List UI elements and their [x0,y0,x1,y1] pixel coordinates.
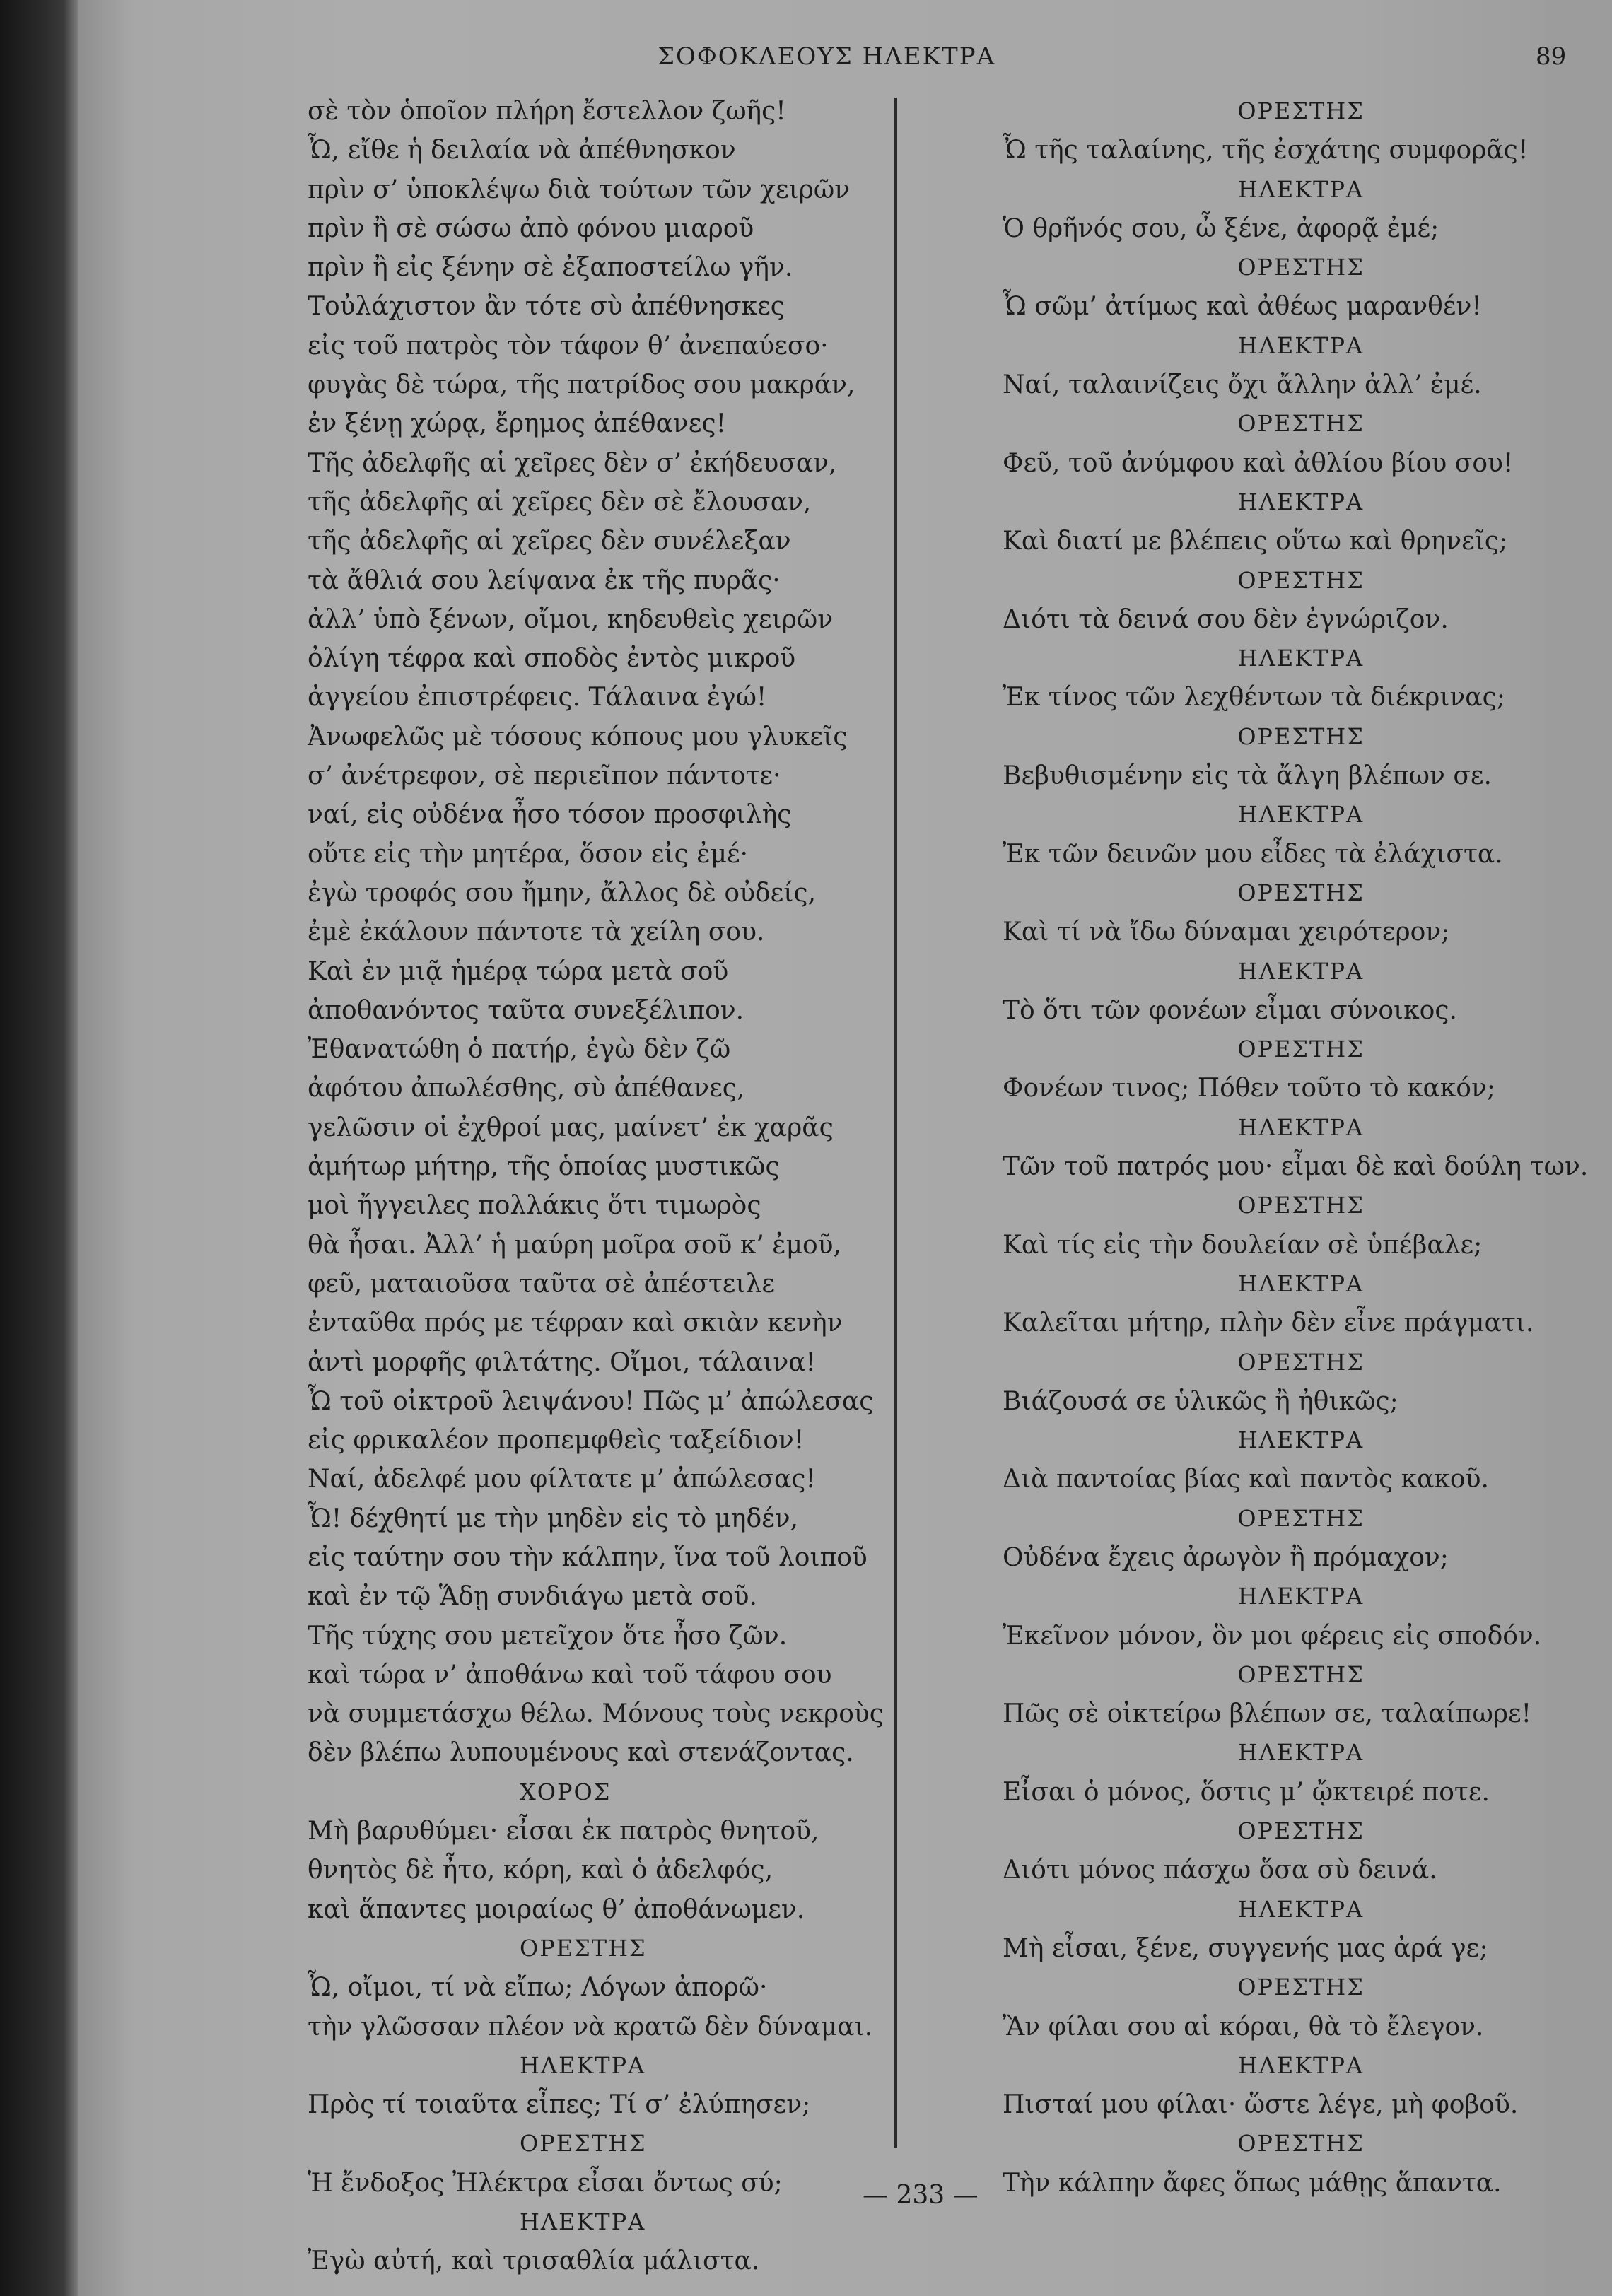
speaker-name: ΟΡΕΣΤΗΣ [520,2130,647,2157]
speaker-name: ΗΛΕΚΤΡΑ [1237,332,1365,359]
verse-line: τῆς ἀδελφῆς αἱ χεῖρες δὲν σὲ ἔλουσαν, [308,487,812,517]
verse-line: ἐν ξένῃ χώρᾳ, ἔρημος ἀπέθανες! [308,409,727,439]
verse-line: ναί, εἰς οὐδένα ἦσο τόσον προσφιλὴς [308,800,792,830]
verse-line: πρὶν σ’ ὑποκλέψω διὰ τούτων τῶν χειρῶν [308,175,851,204]
speaker-name: ΟΡΕΣΤΗΣ [520,1934,647,1962]
verse-line: Πρὸς τί τοιαῦτα εἶπες; Τί σ’ ἐλύπησεν; [308,2090,811,2120]
verse-line: Ὦ σῶμ’ ἀτίμως καὶ ἀθέως μαρανθέν! [1003,292,1482,322]
speaker-name: ΟΡΕΣΤΗΣ [1237,1817,1365,1845]
verse-line: θὰ ἦσαι. Ἀλλ’ ἡ μαύρη μοῖρα σοῦ κ’ ἐμοῦ, [308,1230,841,1260]
verse-line: καὶ ἅπαντες μοιραίως θ’ ἀποθάνωμεν. [308,1894,805,1924]
speaker-name: ΗΛΕΚΤΡΑ [1237,2051,1365,2079]
verse-line: Βιάζουσά σε ὑλικῶς ἢ ἠθικῶς; [1003,1386,1398,1416]
verse-line: οὔτε εἰς τὴν μητέρα, ὅσον εἰς ἐμέ· [308,839,749,869]
verse-line: Καὶ διατί με βλέπεις οὕτω καὶ θρηνεῖς; [1003,527,1508,556]
verse-line: πρὶν ἢ σὲ σώσω ἀπὸ φόνου μιαροῦ [308,213,754,243]
verse-line: καὶ τώρα ν’ ἀποθάνω καὶ τοῦ τάφου σου [308,1660,832,1689]
speaker-name: ΟΡΕΣΤΗΣ [1237,1660,1365,1688]
verse-line: ἀντὶ μορφῆς φιλτάτης. Οἴμοι, τάλαινα! [308,1347,817,1377]
verse-line: καὶ ἐν τῷ Ἅδῃ συνδιάγω μετὰ σοῦ. [308,1582,757,1612]
verse-line: Πῶς σὲ οἰκτείρω βλέπων σε, ταλαίπωρε! [1003,1699,1532,1729]
verse-line: Ναί, ἀδελφέ μου φίλτατε μ’ ἀπώλεσας! [308,1465,816,1494]
speaker-name: ΟΡΕΣΤΗΣ [1237,254,1365,281]
speaker-name: ΟΡΕΣΤΗΣ [1237,879,1365,906]
verse-line: Ἀνωφελῶς μὲ τόσους κόπους μου γλυκεῖς [308,722,848,751]
speaker-name: ΗΛΕΚΤΡΑ [1237,957,1365,985]
speaker-name: ΗΛΕΚΤΡΑ [1237,1113,1365,1141]
verse-line: Ἡ ἔνδοξος Ἠλέκτρα εἶσαι ὄντως σύ; [308,2168,783,2198]
verse-line: τὴν γλῶσσαν πλέον νὰ κρατῶ δὲν δύναμαι. [308,2012,873,2042]
verse-line: Εἶσαι ὁ μόνος, ὅστις μ’ ᾤκτειρέ ποτε. [1003,1777,1490,1807]
verse-line: μοὶ ἤγγειλες πολλάκις ὅτι τιμωρὸς [308,1191,761,1221]
verse-line: Οὐδένα ἔχεις ἀρωγὸν ἢ πρόμαχον; [1003,1542,1449,1572]
verse-line: Διότι μόνος πάσχω ὅσα σὺ δεινά. [1003,1856,1437,1885]
verse-line: δὲν βλέπω λυπουμένους καὶ στενάζοντας. [308,1738,854,1768]
verse-line: Ὦ τοῦ οἰκτροῦ λειψάνου! Πῶς μ’ ἀπώλεσας [308,1386,874,1416]
verse-line: Μὴ βαρυθύμει· εἶσαι ἐκ πατρὸς θνητοῦ, [308,1817,819,1846]
verse-line: Μὴ εἶσαι, ξένε, συγγενής μας ἀρά γε; [1003,1933,1488,1963]
left-text-column [308,92,887,2281]
verse-line: Ναί, ταλαινίζεις ὄχι ἄλλην ἀλλ’ ἐμέ. [1003,370,1482,400]
verse-line: Ἐκεῖνον μόνον, ὃν μοι φέρεις εἰς σποδόν. [1003,1621,1542,1651]
verse-line: Ἐκ τίνος τῶν λεχθέντων τὰ διέκρινας; [1003,683,1505,713]
right-text-column [990,92,1612,2203]
verse-line: Ἐθανατώθη ὁ πατήρ, ἐγὼ δὲν ζῶ [308,1035,731,1065]
verse-line: Καὶ ἐν μιᾷ ἡμέρᾳ τώρα μετὰ σοῦ [308,956,729,986]
speaker-name: ΟΡΕΣΤΗΣ [1237,722,1365,750]
verse-line: εἰς ταύτην σου τὴν κάλπην, ἵνα τοῦ λοιποῦ [308,1542,868,1572]
speaker-name: ΗΛΕΚΤΡΑ [1237,1895,1365,1923]
verse-line: σὲ τὸν ὁποῖον πλήρη ἔστελλον ζωῆς! [308,97,786,126]
verse-line: Τῆς τύχης σου μετεῖχον ὅτε ἦσο ζῶν. [308,1621,788,1651]
verse-line: φυγὰς δὲ τώρα, τῆς πατρίδος σου μακράν, [308,370,855,400]
speaker-name: ΗΛΕΚΤΡΑ [1237,801,1365,828]
verse-line: Ὦ τῆς ταλαίνης, τῆς ἐσχάτης συμφορᾶς! [1003,136,1529,165]
verse-line: ἀφότου ἀπωλέσθης, σὺ ἀπέθανες, [308,1074,745,1103]
speaker-name: ΟΡΕΣΤΗΣ [1237,1192,1365,1219]
verse-line: ἀποθανόντος ταῦτα συνεξέλιπον. [308,995,744,1025]
verse-line: ὀλίγη τέφρα καὶ σποδὸς ἐντὸς μικροῦ [308,644,796,674]
column-divider [894,98,897,2148]
verse-line: Ὦ! δέχθητί με τὴν μηδὲν εἰς τὸ μηδέν, [308,1504,799,1533]
speaker-name: ΗΛΕΚΤΡΑ [1237,645,1365,672]
book-page [78,0,1589,2296]
sheet-number: — 233 — [863,2181,979,2210]
speaker-name: ΟΡΕΣΤΗΣ [1237,1348,1365,1376]
page-number: 89 [1536,42,1567,71]
verse-line: Ἂν φίλαι σου αἱ κόραι, θὰ τὸ ἔλεγον. [1003,2012,1484,2042]
verse-line: Ὦ, εἴθε ἡ δειλαία νὰ ἀπέθνησκον [308,136,736,165]
verse-line: Τῆς ἀδελφῆς αἱ χεῖρες δὲν σ’ ἐκήδευσαν, [308,448,837,478]
verse-line: Ὦ, οἴμοι, τί νὰ εἴπω; Λόγων ἀπορῶ· [308,1973,768,2003]
speaker-name: ΟΡΕΣΤΗΣ [1237,1974,1365,2001]
verse-line: ἀγγείου ἐπιστρέφεις. Τάλαινα ἐγώ! [308,683,767,713]
verse-line: Τῶν τοῦ πατρός μου· εἶμαι δὲ καὶ δούλη των. [1003,1152,1589,1182]
verse-line: Καὶ τίς εἰς τὴν δουλείαν σὲ ὑπέβαλε; [1003,1230,1483,1260]
speaker-name: ΗΛΕΚΤΡΑ [1237,1739,1365,1767]
speaker-name: ΧΟΡΟΣ [520,1778,612,1805]
speaker-name: ΗΛΕΚΤΡΑ [1237,1427,1365,1454]
verse-line: εἰς φρικαλέον προπεμφθεὶς ταξείδιον! [308,1426,805,1456]
verse-line: τῆς ἀδελφῆς αἱ χεῖρες δὲν συνέλεξαν [308,527,791,556]
verse-line: ἐμὲ ἐκάλουν πάντοτε τὰ χείλη σου. [308,918,765,947]
speaker-name: ΗΛΕΚΤΡΑ [1237,175,1365,203]
verse-line: γελῶσιν οἱ ἐχθροί μας, μαίνετ’ ἐκ χαρᾶς [308,1113,834,1142]
book-binding-shadow [0,0,78,2296]
speaker-name: ΟΡΕΣΤΗΣ [1237,1504,1365,1532]
speaker-name: ΗΛΕΚΤΡΑ [520,2208,646,2236]
speaker-name: ΟΡΕΣΤΗΣ [1237,566,1365,594]
speaker-name: ΟΡΕΣΤΗΣ [1237,410,1365,438]
speaker-name: ΗΛΕΚΤΡΑ [1237,1583,1365,1610]
verse-line: θνητὸς δὲ ἦτο, κόρη, καὶ ὁ ἀδελφός, [308,1856,773,1885]
verse-line: Φονέων τινος; Πόθεν τοῦτο τὸ κακόν; [1003,1074,1495,1103]
verse-line: Τὸ ὅτι τῶν φονέων εἶμαι σύνοικος. [1003,995,1457,1025]
verse-line: νὰ συμμετάσχω θέλω. Μόνους τοὺς νεκροὺς [308,1699,884,1729]
verse-line: ἀλλ’ ὑπὸ ξένων, οἴμοι, κηδευθεὶς χειρῶν [308,604,834,634]
verse-line: εἰς τοῦ πατρὸς τὸν τάφον θ’ ἀνεπαύεσο· [308,331,829,361]
verse-line: Ὁ θρῆνός σου, ὦ ξένε, ἀφορᾷ ἐμέ; [1003,213,1439,243]
running-title: ΣΟΦΟΚΛΕΟΥΣ ΗΛΕΚΤΡΑ [658,42,996,71]
verse-line: Διότι τὰ δεινά σου δὲν ἐγνώριζον. [1003,604,1449,634]
verse-line: φεῦ, ματαιοῦσα ταῦτα σὲ ἀπέστειλε [308,1269,776,1299]
verse-line: Καλεῖται μήτηρ, πλὴν δὲν εἶνε πράγματι. [1003,1308,1534,1338]
verse-line: ἐγὼ τροφός σου ἤμην, ἄλλος δὲ οὐδείς, [308,878,817,908]
verse-line: πρὶν ἢ εἰς ξένην σὲ ἐξαποστείλω γῆν. [308,253,793,283]
verse-line: Καὶ τί νὰ ἴδω δύναμαι χειρότερον; [1003,918,1450,947]
speaker-name: ΗΛΕΚΤΡΑ [520,2051,646,2079]
verse-line: σ’ ἀνέτρεφον, σὲ περιεῖπον πάντοτε· [308,761,781,791]
verse-line: ἀμήτωρ μήτηρ, τῆς ὁποίας μυστικῶς [308,1152,780,1182]
verse-line: Τοὐλάχιστον ἂν τότε σὺ ἀπέθνησκες [308,292,785,322]
verse-line: Ἐκ τῶν δεινῶν μου εἶδες τὰ ἐλάχιστα. [1003,839,1503,869]
verse-line: τὰ ἄθλιά σου λείψανα ἐκ τῆς πυρᾶς· [308,566,781,595]
speaker-name: ΟΡΕΣΤΗΣ [1237,98,1365,124]
speaker-name: ΗΛΕΚΤΡΑ [1237,1270,1365,1297]
verse-line: Τὴν κάλπην ἄφες ὅπως μάθῃς ἅπαντα. [1003,2168,1502,2198]
verse-line: Ἐγὼ αὐτή, καὶ τρισαθλία μάλιστα. [308,2247,760,2276]
verse-line: ἐνταῦθα πρός με τέφραν καὶ σκιὰν κενὴν [308,1308,843,1338]
verse-line: Πισταί μου φίλαι· ὥστε λέγε, μὴ φοβοῦ. [1003,2090,1519,2120]
verse-line: Βεβυθισμένην εἰς τὰ ἄλγη βλέπων σε. [1003,761,1492,791]
verse-line: Φεῦ, τοῦ ἀνύμφου καὶ ἀθλίου βίου σου! [1003,448,1514,478]
verse-line: Διὰ παντοίας βίας καὶ παντὸς κακοῦ. [1003,1465,1489,1494]
speaker-name: ΗΛΕΚΤΡΑ [1237,488,1365,515]
speaker-name: ΟΡΕΣΤΗΣ [1237,1036,1365,1063]
speaker-name: ΟΡΕΣΤΗΣ [1237,2130,1365,2157]
